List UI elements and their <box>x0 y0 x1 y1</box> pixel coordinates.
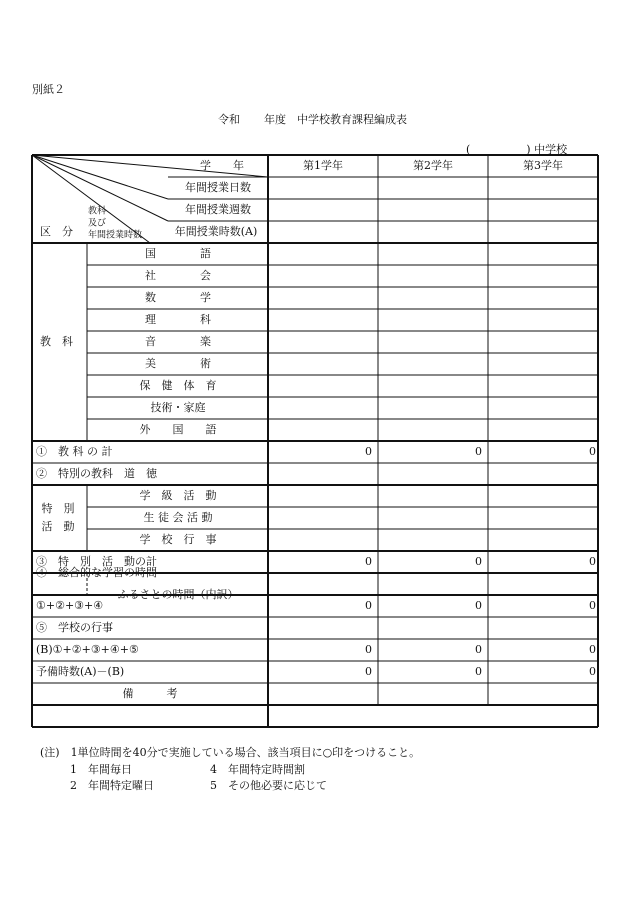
note-item: 4 年間特定時間割 <box>210 763 305 776</box>
document-label: 別紙２ <box>32 83 65 96</box>
subject-name: 数 学 <box>145 291 211 304</box>
special-total-label: ③ 特 別 活 動の計 <box>36 555 157 568</box>
integrated-label: ④ 総合的な学習の時間 <box>36 566 157 579</box>
header-subjects-label: 及び <box>88 218 107 229</box>
subjects-total-value: 0 <box>589 445 596 458</box>
subjects-total-label: ① 教 科 の 計 <box>36 445 113 458</box>
header-subjects-label: 教科 <box>88 206 107 217</box>
days-header-label: 年間授業日数 <box>185 181 251 194</box>
total-b-value: 0 <box>475 643 482 656</box>
title-era: 令和 <box>218 113 240 126</box>
subject-name: 外 国 語 <box>139 423 217 436</box>
reserve-value: 0 <box>365 665 372 678</box>
subject-name: 技術・家庭 <box>150 401 206 414</box>
school-open-paren: ( <box>466 143 471 156</box>
kubun-label: 区 分 <box>40 225 73 238</box>
subject-name: 音 楽 <box>145 335 211 348</box>
grade-column-header: 第3学年 <box>523 159 563 172</box>
special-group-label: 特 別 <box>41 502 75 515</box>
school-events-label: ⑤ 学校の行事 <box>36 621 113 634</box>
special-group-label: 活 動 <box>41 520 75 533</box>
school-close-paren: ) <box>526 143 531 156</box>
total-b-label: (B)①+②+③+④+⑤ <box>36 643 139 656</box>
title-year-unit: 年度 <box>264 113 286 126</box>
subject-name: 保 健 体 育 <box>139 379 217 392</box>
title-name: 中学校教育課程編成表 <box>297 113 407 126</box>
hours-header-label: 年間授業時数(A) <box>174 225 258 238</box>
subject-name: 理 科 <box>145 313 211 326</box>
moral-label: ② 特別の教科 道 徳 <box>36 467 157 480</box>
total-b-value: 0 <box>589 643 596 656</box>
sum-1-4-value: 0 <box>475 599 482 612</box>
note-line: (注) 1単位時間を40分で実施している場合、該当項目に○印をつけること。 <box>40 746 421 759</box>
special-total-value: 0 <box>365 555 372 568</box>
total-b-value: 0 <box>365 643 372 656</box>
reserve-label: 予備時数(A)－(B) <box>36 665 125 678</box>
special-activity-name: 学 校 行 事 <box>139 533 217 546</box>
reserve-value: 0 <box>589 665 596 678</box>
note-item: 1 年間毎日 <box>70 763 132 776</box>
remarks-label: 備 考 <box>122 687 178 700</box>
subjects-group-label: 教 科 <box>40 335 73 348</box>
sum-1-4-label: ①+②+③+④ <box>36 599 104 612</box>
grade-column-header: 第2学年 <box>413 159 453 172</box>
grade-header-label: 学 年 <box>200 159 244 172</box>
grade-column-header: 第1学年 <box>303 159 343 172</box>
special-total-value: 0 <box>589 555 596 568</box>
header-subjects-label: 年間授業時数 <box>88 230 143 241</box>
subject-name: 社 会 <box>145 269 211 282</box>
subjects-total-value: 0 <box>365 445 372 458</box>
integrated-sub-label: ふるさとの時間（内訳） <box>117 588 239 601</box>
sum-1-4-value: 0 <box>365 599 372 612</box>
subject-name: 美 術 <box>145 357 211 370</box>
subject-name: 国 語 <box>145 247 211 260</box>
subjects-total-value: 0 <box>475 445 482 458</box>
note-item: 5 その他必要に応じて <box>210 779 327 792</box>
special-activity-name: 学 級 活 動 <box>139 489 217 502</box>
special-total-value: 0 <box>475 555 482 568</box>
note-item: 2 年間特定曜日 <box>70 779 154 792</box>
school-suffix: 中学校 <box>534 143 568 156</box>
sum-1-4-value: 0 <box>589 599 596 612</box>
weeks-header-label: 年間授業週数 <box>185 203 251 216</box>
reserve-value: 0 <box>475 665 482 678</box>
special-activity-name: 生 徒 会 活 動 <box>143 511 213 524</box>
